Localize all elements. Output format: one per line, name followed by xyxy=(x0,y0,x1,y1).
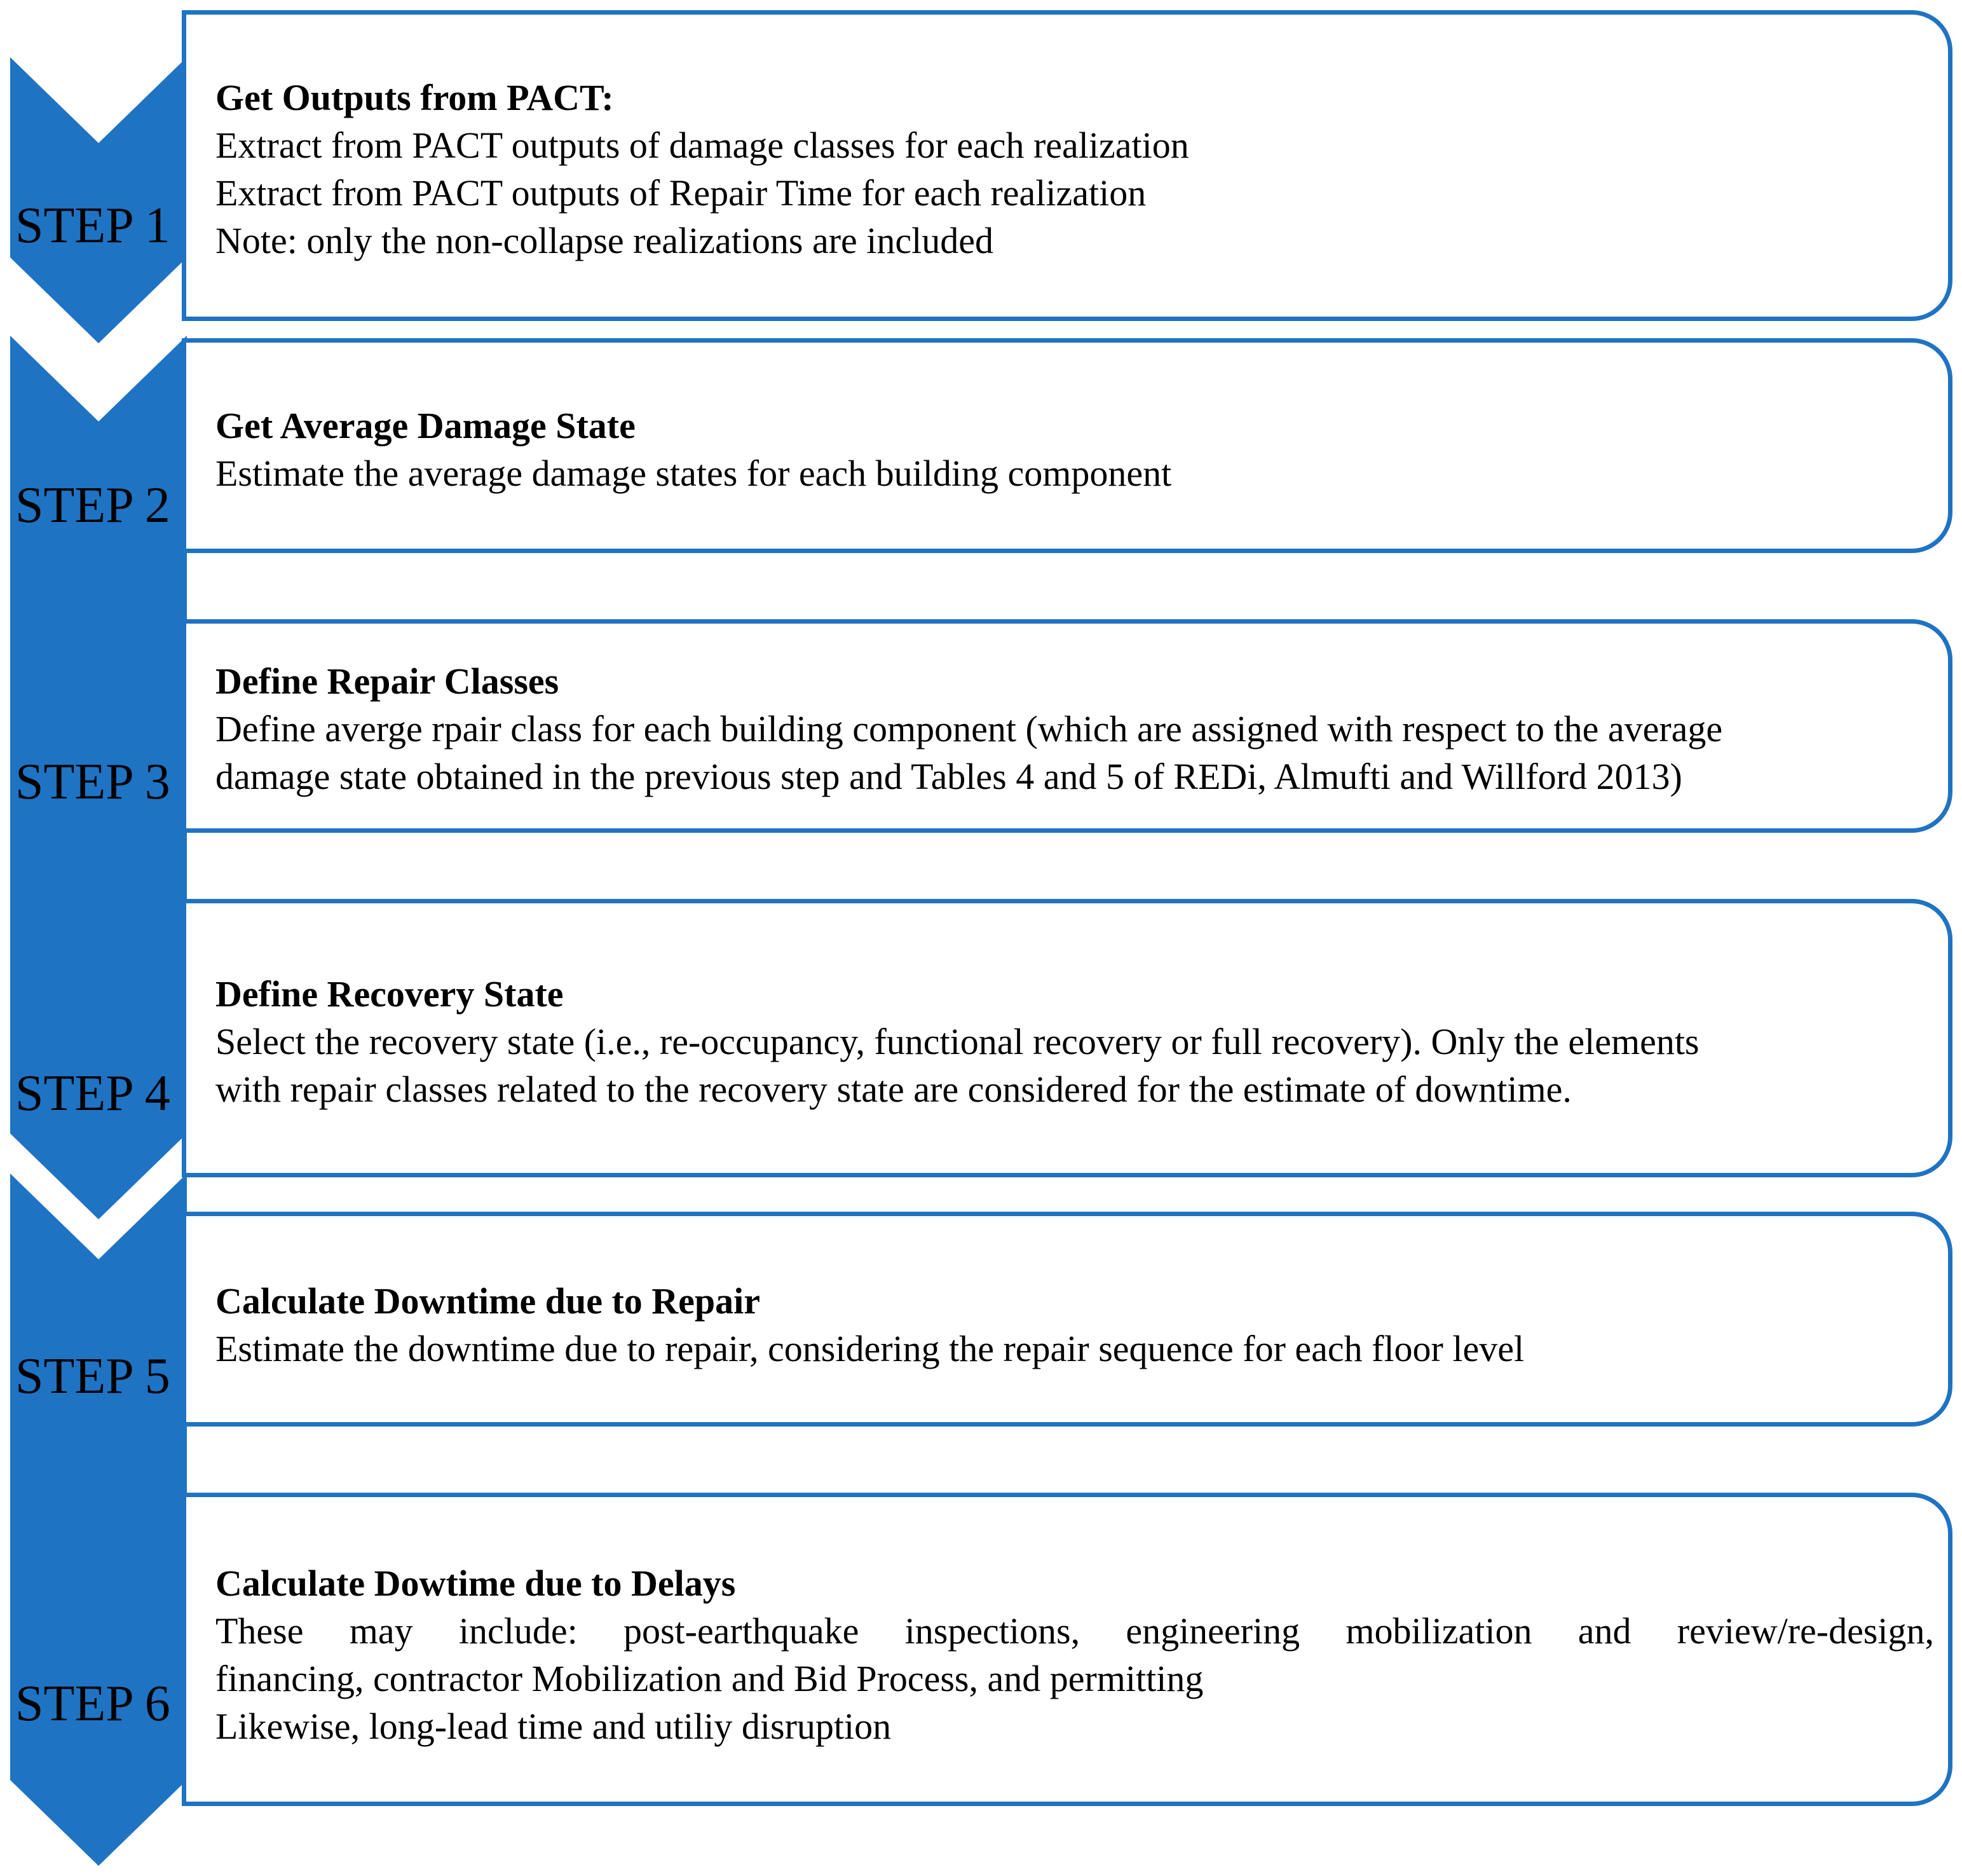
step-4-chevron xyxy=(10,861,187,1219)
step-1-box xyxy=(182,10,1952,321)
step-4-box xyxy=(182,899,1952,1177)
step-5-box xyxy=(182,1212,1952,1427)
step-5-line-1: Estimate the downtime due to repair, considering the repair sequence for each floor level xyxy=(215,1328,1525,1369)
step-3-title: Define Repair Classes xyxy=(215,661,559,702)
step-6-line-3: Likewise, long-lead time and utiliy disruption xyxy=(215,1706,892,1747)
step-3-line-2: damage state obtained in the previous step and Tables 4 and 5 of REDi, Almufti and Willford 2013) xyxy=(215,756,1682,797)
step-2-title: Get Average Damage State xyxy=(215,405,636,446)
step-4-label: STEP 4 xyxy=(15,1065,170,1121)
step-5-label: STEP 5 xyxy=(15,1348,170,1404)
step-1-line-3: Note: only the non-collapse realizations are included xyxy=(215,220,994,261)
step-2-line-1: Estimate the average damage states for each building component xyxy=(215,453,1172,494)
step-2-box xyxy=(182,338,1952,553)
step-6-chevron xyxy=(10,1456,187,1866)
step-4-line-1: Select the recovery state (i.e., re-occupancy, functional recovery or full recovery). Only the elements xyxy=(215,1021,1700,1062)
step-4-line-2: with repair classes related to the recovery state are considered for the estimate of downtime. xyxy=(215,1069,1572,1110)
step-3-label: STEP 3 xyxy=(15,754,170,810)
step-2-label: STEP 2 xyxy=(15,477,170,533)
step-6-line-1: These may include: post-earthquake inspections, engineering mobilization and review/re-design, xyxy=(215,1610,1934,1652)
step-6-label: STEP 6 xyxy=(15,1676,170,1732)
step-6-box xyxy=(182,1493,1952,1806)
step-1-label: STEP 1 xyxy=(15,198,170,254)
step-3-box xyxy=(182,619,1952,833)
chevron-arrow-shape xyxy=(10,1456,187,1866)
step-1-line-2: Extract from PACT outputs of Repair Time for each realization xyxy=(215,172,1147,214)
step-6-line-2: financing, contractor Mobilization and Bid Process, and permitting xyxy=(215,1658,1204,1699)
step-3-line-1: Define averge rpair class for each building component (which are assigned with respect to the average xyxy=(215,708,1723,750)
step-1-title: Get Outputs from PACT: xyxy=(215,77,614,118)
step-5-title: Calculate Downtime due to Repair xyxy=(215,1280,761,1322)
step-1-line-1: Extract from PACT outputs of damage classes for each realization xyxy=(215,125,1189,166)
step-4-title: Define Recovery State xyxy=(215,973,564,1015)
chevron-arrow-shape xyxy=(10,861,187,1219)
step-6-title: Calculate Dowtime due to Delays xyxy=(215,1563,736,1604)
